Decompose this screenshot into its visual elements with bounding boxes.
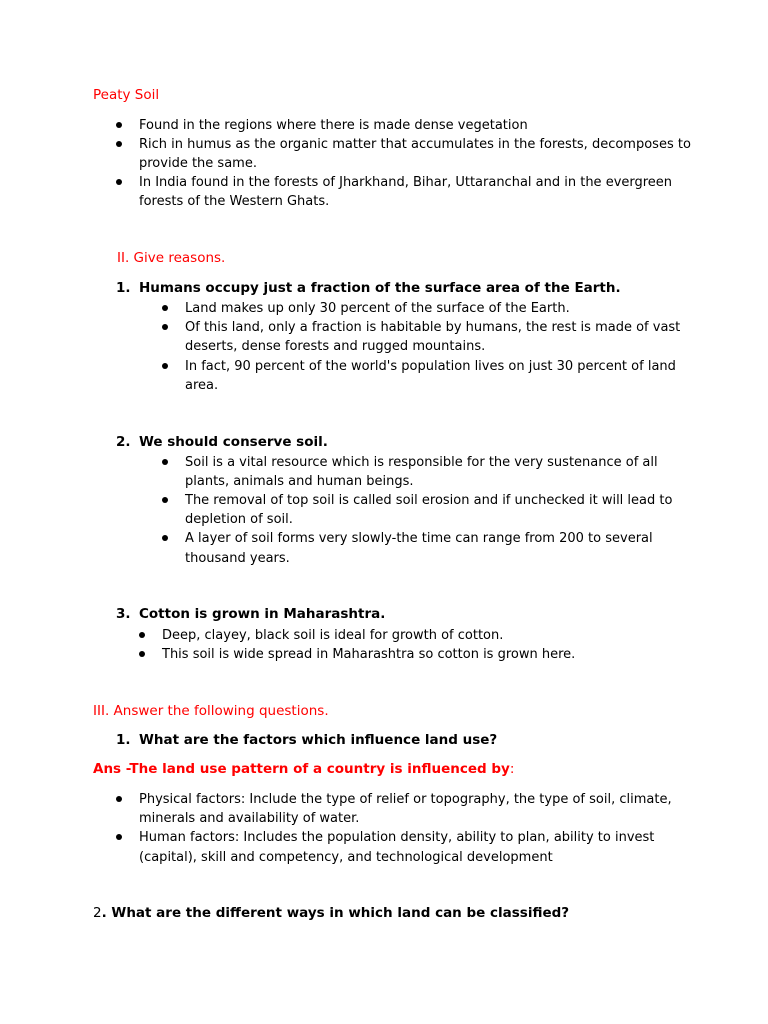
answer-line-4: (capital), skill and competency, and technological development	[139, 850, 553, 865]
answer-prefix: Ans -The land use pattern of a country is influenced by	[93, 761, 510, 777]
bullet	[139, 632, 145, 638]
peaty-bullet-2: Rich in humus as the organic matter that accumulates in the forests, decomposes to	[139, 137, 691, 152]
item-3-line-1: Deep, clayey, black soil is ideal for growth of cotton.	[162, 628, 504, 643]
peaty-soil-heading: Peaty Soil	[93, 87, 160, 103]
bullet	[162, 363, 168, 369]
question-1: What are the factors which influence land use?	[139, 732, 498, 748]
item-2-line-3: The removal of top soil is called soil erosion and if unchecked it will lead to	[185, 493, 673, 508]
section-3-heading: III. Answer the following questions.	[93, 703, 329, 719]
bullet	[116, 141, 122, 147]
section-2-heading: II. Give reasons.	[117, 250, 226, 266]
answer-colon: :	[509, 761, 515, 777]
answer-line-2: minerals and availability of water.	[139, 811, 360, 826]
item-1-number: 1.	[116, 280, 131, 296]
bullet	[162, 535, 168, 541]
bullet	[116, 796, 122, 802]
question-1-number: 1.	[116, 732, 131, 748]
item-1-line-3: deserts, dense forests and rugged mountains.	[185, 339, 486, 354]
bullet	[116, 834, 122, 840]
item-3-line-2: This soil is wide spread in Maharashtra so cotton is grown here.	[162, 647, 576, 662]
bullet	[162, 459, 168, 465]
item-2-line-5: A layer of soil forms very slowly-the time can range from 200 to several	[185, 531, 653, 546]
question-2-number: 2	[93, 905, 102, 921]
item-2-line-6: thousand years.	[185, 551, 290, 566]
bullet	[139, 651, 145, 657]
bullet	[162, 324, 168, 330]
item-2-number: 2.	[116, 434, 131, 450]
bullet	[116, 122, 122, 128]
item-3-number: 3.	[116, 606, 131, 622]
item-2-line-1: Soil is a vital resource which is responsible for the very sustenance of all	[185, 455, 658, 470]
question-2	[93, 905, 569, 921]
item-1-line-4: In fact, 90 percent of the world's population lives on just 30 percent of land	[185, 359, 676, 374]
answer-line-3: Human factors: Includes the population density, ability to plan, ability to invest	[139, 830, 655, 845]
bullet	[162, 497, 168, 503]
peaty-bullet-3-cont: forests of the Western Ghats.	[139, 194, 330, 209]
item-2-heading: We should conserve soil.	[139, 434, 328, 450]
peaty-bullet-3: In India found in the forests of Jharkhand, Bihar, Uttaranchal and in the evergreen	[139, 175, 673, 190]
item-3-heading: Cotton is grown in Maharashtra.	[139, 606, 386, 622]
bullet	[116, 179, 122, 185]
peaty-bullet-1: Found in the regions where there is made dense vegetation	[139, 118, 528, 133]
item-1-line-5: area.	[185, 378, 219, 393]
question-2-text: . What are the different ways in which land can be classified?	[101, 905, 570, 921]
answer-line-1: Physical factors: Include the type of relief or topography, the type of soil, climate,	[139, 792, 672, 807]
item-1-heading: Humans occupy just a fraction of the surface area of the Earth.	[139, 280, 621, 296]
bullet	[162, 305, 168, 311]
item-2-line-4: depletion of soil.	[185, 512, 293, 527]
peaty-bullet-2-cont: provide the same.	[139, 156, 257, 171]
answer-intro	[93, 761, 514, 777]
item-1-line-2: Of this land, only a fraction is habitable by humans, the rest is made of vast	[185, 320, 681, 335]
item-2-line-2: plants, animals and human beings.	[185, 474, 414, 489]
item-1-line-1: Land makes up only 30 percent of the surface of the Earth.	[185, 301, 570, 316]
